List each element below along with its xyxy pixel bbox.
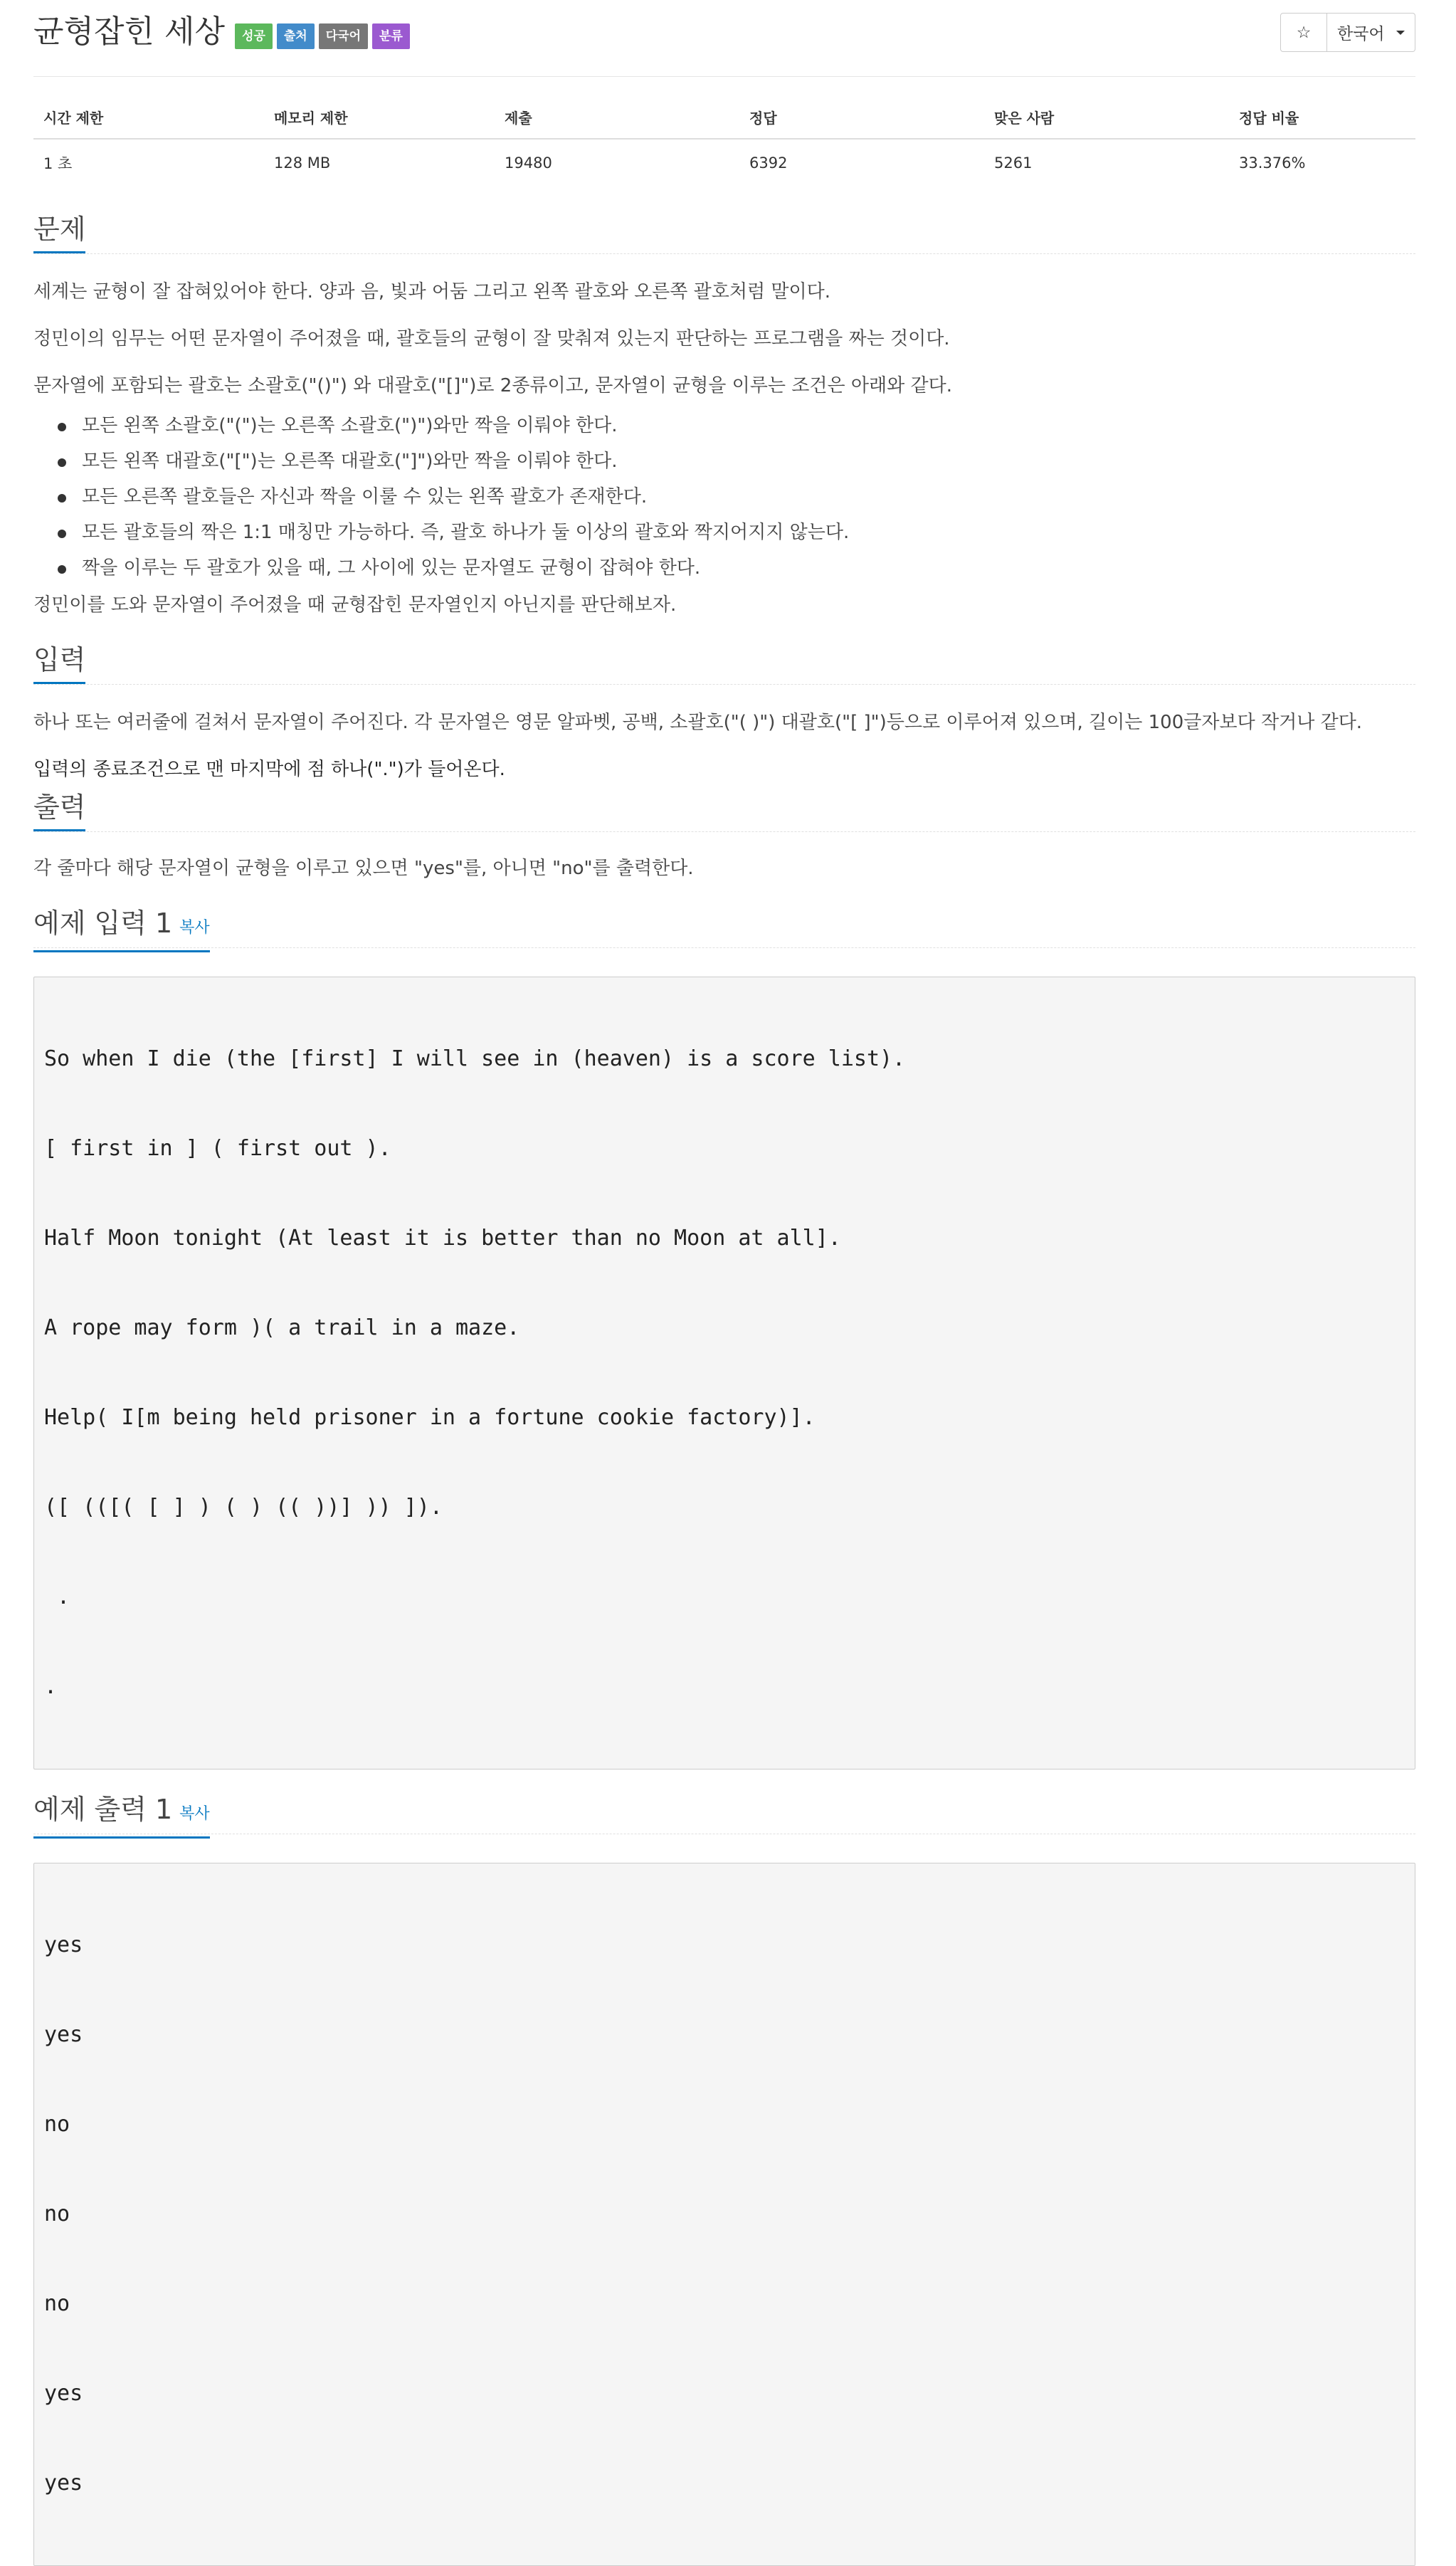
value-memory-limit: 128 MB <box>274 154 331 172</box>
sample-output-line: no <box>44 2112 70 2137</box>
input-section-title <box>33 644 1415 685</box>
sample-output-section-title <box>33 1794 1415 1834</box>
sample-input-heading <box>33 908 210 952</box>
header-memory-limit: 메모리 제한 <box>264 107 495 139</box>
rule-item: 모든 괄호들의 짝은 1:1 매칭만 가능하다. 즉, 괄호 하나가 둘 이상의 괄호와 짝지어지지 않는다. <box>82 520 1415 545</box>
sample-input-line: Half Moon tonight (At least it is better than no Moon at all]. <box>44 1226 841 1251</box>
header-submissions: 제출 <box>495 107 739 139</box>
description-heading: 문제 <box>33 214 85 253</box>
sample-input-line: . <box>44 1674 58 1699</box>
sample-output-line: yes <box>44 2022 83 2047</box>
rule-item: 모든 왼쪽 대괄호("[")는 오른쪽 대괄호("]")와만 짝을 이뤄야 한다. <box>82 449 1415 473</box>
sample-input-line: So when I die (the [first] I will see in (heaven) is a score list). <box>44 1046 906 1071</box>
sample-output-line: yes <box>44 2381 83 2406</box>
language-label: 한국어 <box>1337 25 1385 43</box>
copy-sample-output-button[interactable]: 복사 <box>179 1805 210 1823</box>
description-body <box>33 280 1415 617</box>
label-category[interactable]: 분류 <box>372 23 410 49</box>
output-section-title <box>33 792 1415 832</box>
info-header-row <box>33 107 1415 139</box>
description-paragraph: 문자열에 포함되는 괄호는 소괄호("()") 와 대괄호("[]")로 2종류이고, 문자열이 균형을 이루는 조건은 아래와 같다. <box>33 375 952 396</box>
rules-list <box>33 414 1415 580</box>
output-body <box>33 856 1415 880</box>
sample-input-line: ([ (([( [ ] ) ( ) (( ))] )) ]). <box>44 1495 443 1520</box>
sample-output-heading-text: 예제 출력 1 <box>33 1794 173 1825</box>
description-paragraph: 정민이를 도와 문자열이 주어졌을 때 균형잡힌 문자열인지 아닌지를 판단해보자. <box>33 594 677 616</box>
input-paragraph: 입력의 종료조건으로 맨 마지막에 점 하나(".")가 들어온다. <box>33 759 505 780</box>
header-ratio: 정답 비율 <box>1229 107 1415 139</box>
star-icon: ☆ <box>1296 23 1312 42</box>
sample-output-line: yes <box>44 2471 83 2496</box>
rule-item: 모든 왼쪽 소괄호("(")는 오른쪽 소괄호(")")와만 짝을 이뤄야 한다. <box>82 414 1415 438</box>
output-paragraph: 각 줄마다 해당 문자열이 균형을 이루고 있으면 "yes"를, 아니면 "no"를 출력한다. <box>33 858 694 879</box>
problem-title: 균형잡힌 세상 <box>33 14 226 50</box>
value-submissions: 19480 <box>505 154 552 172</box>
header-accepted: 정답 <box>739 107 984 139</box>
description-paragraph: 세계는 균형이 잘 잡혀있어야 한다. 양과 음, 빛과 어둠 그리고 왼쪽 괄호와 오른쪽 괄호처럼 말이다. <box>33 281 831 303</box>
header-toolbar <box>1280 13 1415 52</box>
copy-sample-input-button[interactable]: 복사 <box>179 919 210 937</box>
star-button[interactable] <box>1280 13 1327 52</box>
input-paragraph: 하나 또는 여러줄에 걸쳐서 문자열이 주어진다. 각 문자열은 영문 알파벳, 공백, 소괄호("( )") 대괄호("[ ]")등으로 이루어져 있으며, 길이는 100글자보다 작거나 같다. <box>33 712 1363 733</box>
description-paragraph: 정민이의 임무는 어떤 문자열이 주어졌을 때, 괄호들의 균형이 잘 맞춰져 있는지 판단하는 프로그램을 짜는 것이다. <box>33 328 950 349</box>
problem-info-table <box>33 107 1415 174</box>
rule-item: 짝을 이루는 두 괄호가 있을 때, 그 사이에 있는 문자열도 균형이 잡혀야 한다. <box>82 556 1415 580</box>
sample-input-section-title <box>33 908 1415 948</box>
label-success[interactable]: 성공 <box>235 23 273 49</box>
language-dropdown[interactable] <box>1327 13 1415 52</box>
sample-output-line: yes <box>44 1933 83 1957</box>
problem-labels <box>235 23 410 49</box>
value-ratio: 33.376% <box>1239 154 1306 172</box>
input-body <box>33 710 1415 782</box>
label-multilang[interactable]: 다국어 <box>319 23 368 49</box>
sample-input-heading-text: 예제 입력 1 <box>33 908 173 939</box>
value-accepted: 6392 <box>749 154 788 172</box>
header-time-limit: 시간 제한 <box>33 107 264 139</box>
sample-input-line: [ first in ] ( first out ). <box>44 1136 391 1161</box>
output-heading: 출력 <box>33 792 85 831</box>
sample-output-heading <box>33 1794 210 1839</box>
label-source[interactable]: 출처 <box>277 23 315 49</box>
sample-output-line: no <box>44 2291 70 2316</box>
problem-header <box>33 10 1415 77</box>
sample-input-line: Help( I[m being held prisoner in a fortune cookie factory)]. <box>44 1405 816 1430</box>
sample-input-line: . <box>44 1584 70 1609</box>
caret-down-icon <box>1396 31 1405 35</box>
sample-input-block <box>33 977 1415 1770</box>
value-solvers: 5261 <box>994 154 1033 172</box>
info-value-row <box>33 139 1415 174</box>
rule-item: 모든 오른쪽 괄호들은 자신과 짝을 이룰 수 있는 왼쪽 괄호가 존재한다. <box>82 485 1415 509</box>
problem-page <box>33 0 1415 2566</box>
value-time-limit: 1 초 <box>43 155 73 172</box>
sample-output-line: no <box>44 2202 70 2226</box>
sample-input-line: A rope may form )( a trail in a maze. <box>44 1315 520 1340</box>
header-solvers: 맞은 사람 <box>984 107 1229 139</box>
input-heading: 입력 <box>33 644 85 684</box>
sample-output-block <box>33 1863 1415 2566</box>
description-section-title <box>33 214 1415 254</box>
